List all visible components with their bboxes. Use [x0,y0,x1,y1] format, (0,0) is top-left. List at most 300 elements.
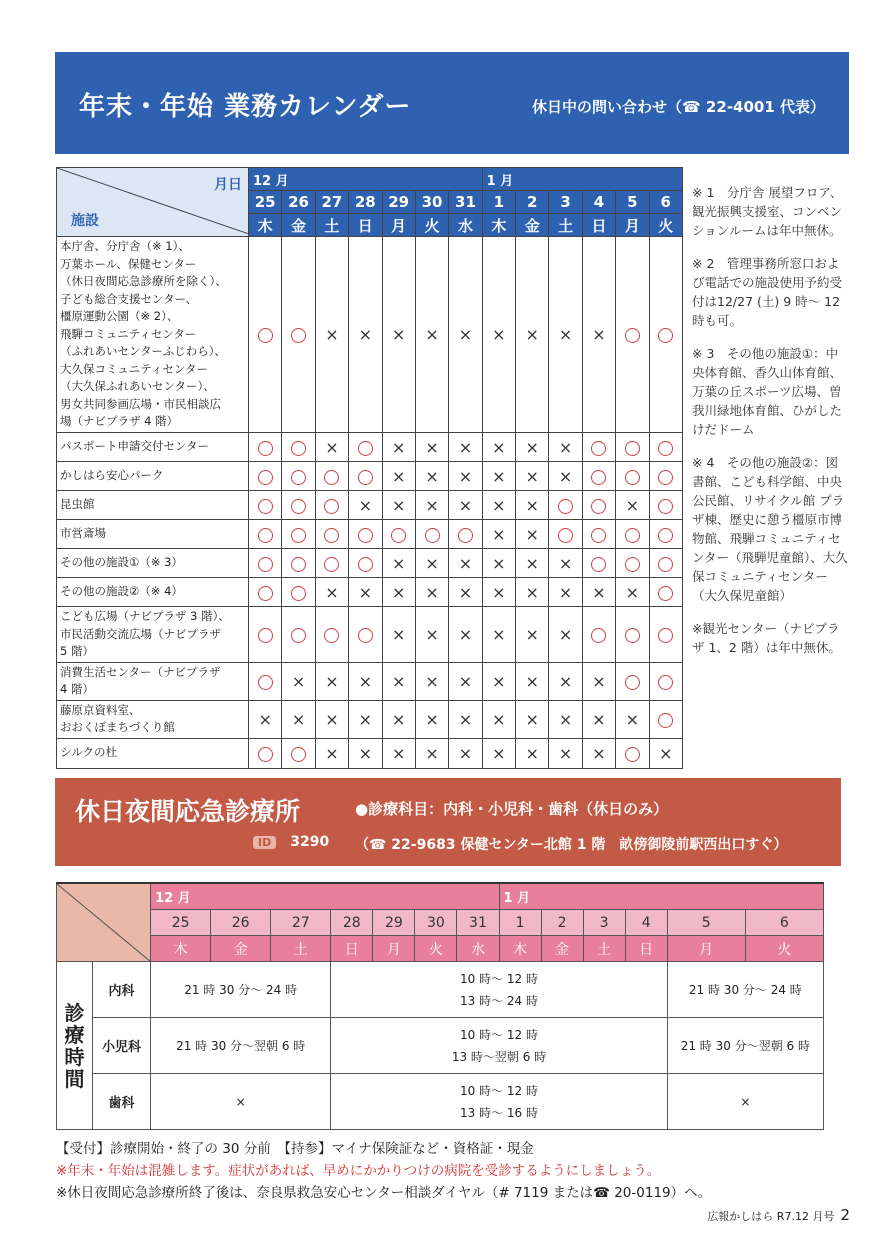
closed-mark: × [391,709,406,729]
day-number: 25 [249,191,282,214]
facility-name: かしはら安心パーク [57,462,249,491]
status-cell [549,700,582,738]
page-number: 2 [840,1206,850,1224]
closed-mark: × [458,671,473,691]
closed-mark: × [358,743,373,763]
status-cell [249,520,282,549]
status-cell [482,491,515,520]
status-cell [382,738,415,768]
status-cell [282,578,315,607]
status-cell [449,578,482,607]
status-cell [415,491,448,520]
status-cell [582,738,615,768]
status-cell [249,607,282,663]
status-cell [482,607,515,663]
status-cell [382,462,415,491]
closed-mark: × [258,709,272,729]
open-mark [291,528,306,543]
status-cell [315,578,348,607]
closed-mark: × [391,624,406,644]
status-cell [315,738,348,768]
clinic-day-number: 1 [499,910,541,936]
status-cell [415,433,448,462]
day-number: 5 [616,191,649,214]
status-cell [516,549,549,578]
facility-name: 市営斎場 [57,520,249,549]
clinic-day-number: 29 [373,910,415,936]
closed-mark: × [358,325,373,344]
closed-mark: × [458,743,473,763]
status-cell [649,607,682,663]
open-mark [591,557,606,572]
open-mark [658,328,673,343]
status-cell [482,578,515,607]
open-mark [258,470,273,485]
closed-mark: × [558,671,573,691]
status-cell [482,738,515,768]
closed-mark: × [325,325,339,344]
status-cell [516,662,549,700]
facility-name: その他の施設②（※ 4） [57,578,249,607]
weekday: 火 [649,214,682,237]
closed-mark: × [458,709,473,729]
day-number: 29 [382,191,415,214]
status-cell [282,549,315,578]
status-cell [616,578,649,607]
status-cell [249,662,282,700]
open-mark [291,557,306,572]
facility-row [57,738,683,768]
closed-mark: × [558,437,573,457]
closed-mark: × [458,553,473,573]
open-mark [591,628,606,643]
status-cell [315,462,348,491]
facility-name: 本庁舎、分庁舎（※ 1）、 万葉ホール、保健センター （休日夜間応急診療所を除く）、 子ども総合支援センター、 橿原運動公園（※ 2）、 飛騨コミュニティセンター （ふれあいセンターふじわら）、 大久保コミュニティセンター （大久保ふれあいセンター）、 男女共同参画広場・市民相談広 場（ナビプラザ 4 階） [57,237,249,433]
corner-facility-label: 施設 [71,213,99,229]
status-cell [582,549,615,578]
weekday: 木 [249,214,282,237]
clinic-header-banner [55,778,841,866]
closed-mark: × [558,709,573,729]
day-number: 27 [315,191,348,214]
status-cell [549,578,582,607]
status-cell [549,491,582,520]
status-cell [415,662,448,700]
status-cell [315,520,348,549]
closed-mark: × [325,437,339,457]
status-cell [649,700,682,738]
status-cell [582,662,615,700]
facility-name: 昆虫館 [57,491,249,520]
clinic-month-december: 12 月 [151,883,499,910]
closed-mark: × [492,671,506,691]
closed-mark: × [458,624,473,644]
status-cell [349,578,382,607]
closed-mark: × [458,437,473,457]
status-cell [649,578,682,607]
status-cell [249,491,282,520]
facility-name: こども広場（ナビプラザ 3 階）、 市民活動交流広場（ナビプラザ 5 階） [57,607,249,663]
status-cell [616,462,649,491]
notes-column [692,183,850,671]
status-cell [582,578,615,607]
day-number: 1 [482,191,515,214]
status-cell [382,607,415,663]
open-mark [258,441,273,456]
closed-mark: × [492,709,506,729]
facility-row [57,462,683,491]
weekday: 木 [482,214,515,237]
note-item: ※観光センター（ナビプラザ 1、2 階）は年中無休。 [692,621,841,655]
open-mark [358,557,373,572]
closed-mark: × [625,582,640,602]
clinic-departments: ●診療科目：内科・小児科・歯科（休日のみ） [355,800,669,818]
status-cell [282,491,315,520]
open-mark [425,528,440,543]
closed-mark: × [525,553,539,573]
footer-warning: ※年末・年始は混雑します。症状があれば、早めにかかりつけの病院を受診するようにしましょう。 [56,1163,661,1179]
status-cell [415,462,448,491]
status-cell [549,662,582,700]
closed-mark: × [659,743,673,763]
open-mark [324,528,339,543]
department-name: 内科 [93,962,151,1018]
status-cell [549,738,582,768]
footer-reception: 【受付】診療開始・終了の 30 分前 【持参】マイナ保険証など・資格証・現金 [56,1141,534,1157]
open-mark [258,328,273,343]
open-mark [291,628,306,643]
status-cell [482,462,515,491]
hours-jan-weekday: × [667,1074,823,1130]
status-cell [382,662,415,700]
closed-mark: × [525,671,539,691]
facility-row [57,578,683,607]
status-cell [616,237,649,433]
closed-mark: × [492,495,506,515]
open-mark [658,557,673,572]
clinic-day-number: 30 [415,910,457,936]
note-item: ※ 4 その他の施設②：図書館、こども科学館、中央公民館、リサイクル館 プラザ棟、歴史に憩う橿原市博物館、飛騨コミュニティセンター（飛騨児童館）、大久保コミュニティセンター（大久保児童館） [692,455,848,603]
status-cell [349,433,382,462]
status-cell [649,462,682,491]
closed-mark: × [325,671,339,691]
status-cell [582,607,615,663]
status-cell [282,662,315,700]
open-mark [291,586,306,601]
day-number: 3 [549,191,582,214]
closed-mark: × [558,743,573,763]
closed-mark: × [558,466,573,486]
clinic-weekday: 月 [373,936,415,962]
open-mark [291,470,306,485]
status-cell [382,520,415,549]
closed-mark: × [291,671,306,691]
status-cell [482,520,515,549]
day-number: 30 [415,191,448,214]
facility-row [57,237,683,433]
status-cell [249,578,282,607]
closed-mark: × [425,582,439,602]
status-cell [249,237,282,433]
closed-mark: × [358,671,373,691]
closed-mark: × [492,553,506,573]
note-item: ※ 3 その他の施設①：中央体育館、香久山体育館、万葉の丘スポーツ広場、曽我川緑地体育館、ひがしたけだドーム [692,346,843,437]
status-cell [282,700,315,738]
month-january: 1 月 [482,168,682,191]
open-mark [358,470,373,485]
status-cell [449,549,482,578]
closed-mark: × [391,495,406,515]
clinic-table-corner [57,883,151,962]
closed-mark: × [391,671,406,691]
facility-name: その他の施設①（※ 3） [57,549,249,578]
status-cell [549,549,582,578]
status-cell [349,700,382,738]
closed-mark: × [525,466,539,486]
clinic-weekday: 金 [211,936,271,962]
department-name: 歯科 [93,1074,151,1130]
closed-mark: × [625,495,640,515]
hours-afternoon: 13 時～ 16 時 [460,1105,538,1120]
status-cell [616,491,649,520]
hours-holiday [331,1018,667,1074]
facility-row [57,520,683,549]
open-mark [324,499,339,514]
status-cell [415,578,448,607]
clinic-address: （☎ 22-9683 保健センター北館 1 階 畝傍御陵前駅西出口すぐ） [355,837,788,853]
status-cell [616,433,649,462]
closed-mark: × [391,582,406,602]
status-cell [282,738,315,768]
status-cell [649,237,682,433]
closed-mark: × [425,671,439,691]
closed-mark: × [325,743,339,763]
closed-mark: × [358,582,373,602]
open-mark [625,628,640,643]
weekday: 金 [282,214,315,237]
status-cell [482,237,515,433]
day-number: 31 [449,191,482,214]
status-cell [449,237,482,433]
status-cell [616,700,649,738]
status-cell [382,700,415,738]
clinic-month-january: 1 月 [499,883,823,910]
day-number: 2 [516,191,549,214]
calendar-title: 年末・年始 業務カレンダー [79,92,412,122]
status-cell [382,578,415,607]
clinic-day-number: 31 [457,910,499,936]
closed-mark: × [458,325,473,344]
open-mark [258,675,273,690]
closed-mark: × [425,553,439,573]
open-mark [258,628,273,643]
clinic-id [253,834,329,850]
status-cell [449,462,482,491]
hours-jan-weekday: 21 時 30 分～翌朝 6 時 [667,1018,823,1074]
open-mark [625,441,640,456]
open-mark [658,499,673,514]
status-cell [649,433,682,462]
closed-mark: × [525,582,539,602]
status-cell [616,738,649,768]
open-mark [258,586,273,601]
open-mark [625,470,640,485]
status-cell [582,462,615,491]
calendar-header-banner [55,52,849,154]
closed-mark: × [425,495,439,515]
closed-mark: × [391,325,406,344]
corner-date-label: 月日 [214,177,242,193]
status-cell [415,738,448,768]
weekday: 月 [382,214,415,237]
footer-after-hours: ※休日夜間応急診療所終了後は、奈良県救急安心センター相談ダイヤル（# 7119 または☎ 20-0119）へ。 [56,1185,712,1201]
closed-mark: × [425,743,439,763]
closed-mark: × [592,325,606,344]
status-cell [415,700,448,738]
status-cell [315,700,348,738]
closed-mark: × [558,624,573,644]
hours-dec-weekday: 21 時 30 分～ 24 時 [151,962,331,1018]
status-cell [516,700,549,738]
closed-mark: × [291,709,306,729]
closed-mark: × [525,524,539,544]
facility-row [57,700,683,738]
status-cell [516,237,549,433]
status-cell [449,700,482,738]
status-cell [249,549,282,578]
status-cell [616,662,649,700]
facility-name: 消費生活センター（ナビプラザ 4 階） [57,662,249,700]
closed-mark: × [525,437,539,457]
status-cell [282,520,315,549]
hours-morning: 10 時～ 12 時 [460,971,538,986]
status-cell [315,491,348,520]
clinic-weekday: 月 [667,936,745,962]
closed-mark: × [525,624,539,644]
status-cell [549,607,582,663]
open-mark [625,747,640,762]
status-cell [315,549,348,578]
facility-row [57,662,683,700]
status-cell [315,662,348,700]
clinic-weekday: 火 [745,936,823,962]
open-mark [324,470,339,485]
weekday: 日 [582,214,615,237]
open-mark [291,328,306,343]
day-number: 28 [349,191,382,214]
department-name: 小児科 [93,1018,151,1074]
hours-dec-weekday: 21 時 30 分～翌朝 6 時 [151,1018,331,1074]
note-item: ※ 1 分庁舎 展望フロア、観光振興支援室、コンベンションルームは年中無休。 [692,185,843,238]
status-cell [616,549,649,578]
status-cell [349,520,382,549]
closed-mark: × [525,743,539,763]
open-mark [291,441,306,456]
hours-side-label: 診療時間 [57,962,93,1130]
open-mark [391,528,406,543]
status-cell [349,462,382,491]
open-mark [658,675,673,690]
open-mark [658,628,673,643]
status-cell [516,520,549,549]
weekday: 土 [549,214,582,237]
status-cell [449,433,482,462]
clinic-day-number: 27 [271,910,331,936]
open-mark [591,499,606,514]
status-cell [315,433,348,462]
status-cell [349,738,382,768]
status-cell [449,520,482,549]
open-mark [358,628,373,643]
open-mark [258,557,273,572]
closed-mark: × [492,743,506,763]
status-cell [649,520,682,549]
closed-mark: × [492,582,506,602]
closed-mark: × [425,437,439,457]
status-cell [649,491,682,520]
weekday: 火 [415,214,448,237]
status-cell [582,237,615,433]
closed-mark: × [425,325,439,344]
closed-mark: × [592,709,606,729]
status-cell [482,433,515,462]
status-cell [449,662,482,700]
status-cell [649,662,682,700]
status-cell [582,700,615,738]
hours-afternoon: 13 時～翌朝 6 時 [451,1049,547,1064]
status-cell [382,433,415,462]
status-cell [482,549,515,578]
clinic-day-number: 25 [151,910,211,936]
clinic-weekday: 木 [499,936,541,962]
clinic-day-number: 4 [625,910,667,936]
closed-mark: × [625,709,640,729]
open-mark [658,441,673,456]
clinic-day-number: 6 [745,910,823,936]
day-number: 26 [282,191,315,214]
closed-mark: × [458,582,473,602]
open-mark [591,441,606,456]
status-cell [616,607,649,663]
closed-mark: × [592,743,606,763]
weekday: 土 [315,214,348,237]
clinic-day-number: 2 [541,910,583,936]
status-cell [249,462,282,491]
open-mark [324,557,339,572]
clinic-weekday: 木 [151,936,211,962]
status-cell [282,462,315,491]
closed-mark: × [492,466,506,486]
weekday: 月 [616,214,649,237]
status-cell [582,433,615,462]
facility-row [57,549,683,578]
hours-dec-weekday: × [151,1074,331,1130]
closed-mark: × [358,495,373,515]
status-cell [582,491,615,520]
status-cell [516,462,549,491]
open-mark [258,528,273,543]
status-cell [649,738,682,768]
publication-name: 広報かしはら R7.12 月号 [707,1210,835,1223]
closed-mark: × [391,437,406,457]
status-cell [449,607,482,663]
status-cell [549,462,582,491]
open-mark [658,528,673,543]
open-mark [358,528,373,543]
clinic-weekday: 金 [541,936,583,962]
facility-name: シルクの杜 [57,738,249,768]
page-footer [707,1206,850,1224]
